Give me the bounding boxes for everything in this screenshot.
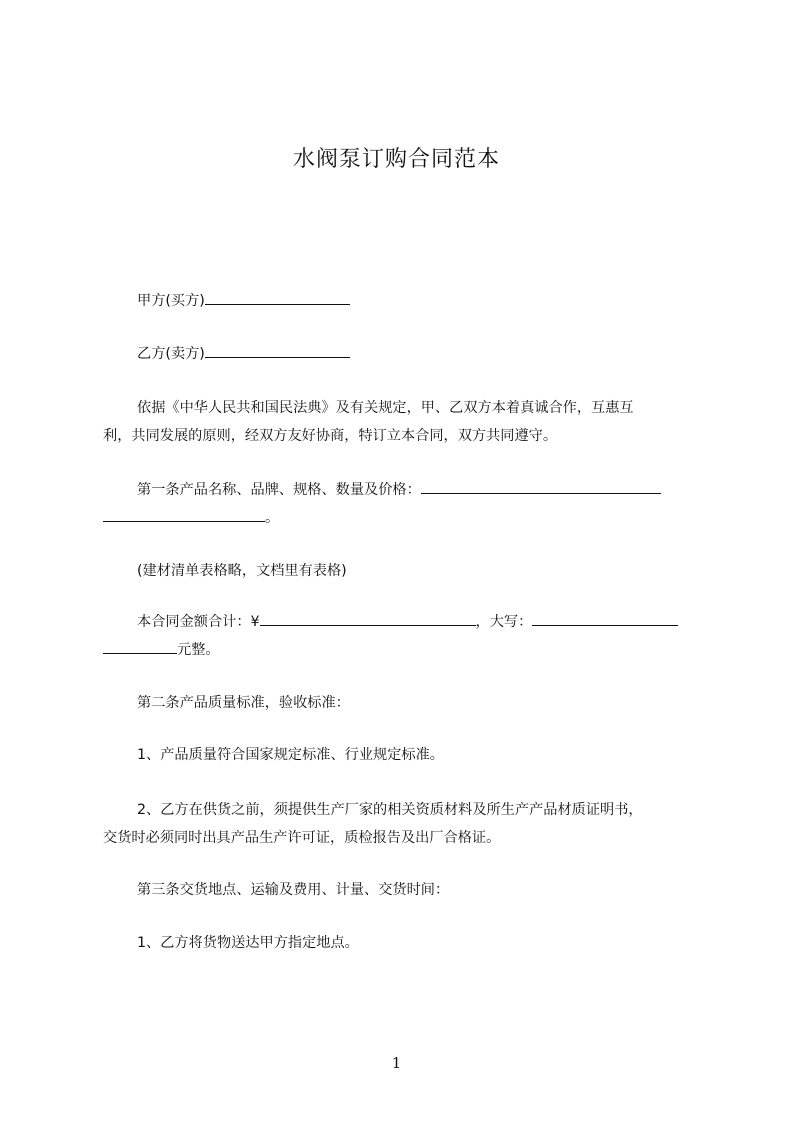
party-b-blank[interactable] — [205, 343, 350, 358]
article-2-item-1: 1、产品质量符合国家规定标准、行业规定标准。 — [137, 747, 444, 763]
article-2-item-2-line-2: 交货时必须同时出具产品生产许可证，质检报告及出厂合格证。 — [103, 830, 501, 846]
article-3-item-1: 1、乙方将货物送达甲方指定地点。 — [137, 935, 359, 951]
article-3-heading: 第三条交货地点、运输及费用、计量、交货时间： — [137, 882, 450, 898]
article-1-line — [103, 476, 697, 504]
article-1-blank-1[interactable] — [421, 479, 661, 494]
total-unit: 元整。 — [177, 642, 220, 658]
document-title: 水阀泵订购合同范本 — [292, 147, 500, 172]
article-2-heading: 第二条产品质量标准，验收标准： — [137, 695, 350, 711]
party-b-label: 乙方(卖方) — [137, 346, 205, 362]
page-number: 1 — [391, 1054, 402, 1072]
total-amount-line — [103, 608, 697, 636]
article-1-heading: 第一条产品名称、品牌、规格、数量及价格： — [137, 482, 421, 498]
intro-line-2: 利，共同发展的原则，经双方友好协商，特订立本合同，双方共同遵守。 — [103, 428, 558, 444]
intro-line-1: 依据《中华人民共和国民法典》及有关规定，甲、乙双方本着真诚合作，互惠互 — [137, 400, 634, 416]
party-b-line — [103, 340, 697, 368]
article-1-line-2 — [103, 504, 697, 532]
party-a-label: 甲方(买方) — [137, 293, 205, 309]
party-a-line — [103, 287, 697, 315]
total-amount-blank[interactable] — [260, 611, 476, 626]
total-amount-line-2 — [103, 636, 697, 664]
materials-note: (建材清单表格略，文档里有表格) — [137, 563, 347, 579]
article-2-item-2-line-1: 2、乙方在供货之前，须提供生产厂家的相关资质材料及所生产产品材质证明书， — [137, 802, 643, 818]
total-amount-label: 本合同金额合计：¥ — [137, 614, 260, 630]
total-upper-blank-2[interactable] — [103, 639, 177, 654]
total-upper-label: ，大写： — [475, 614, 533, 630]
total-upper-blank[interactable] — [532, 611, 678, 626]
party-a-blank[interactable] — [205, 290, 350, 305]
article-1-end: 。 — [265, 510, 280, 526]
article-1-blank-2[interactable] — [103, 507, 265, 522]
